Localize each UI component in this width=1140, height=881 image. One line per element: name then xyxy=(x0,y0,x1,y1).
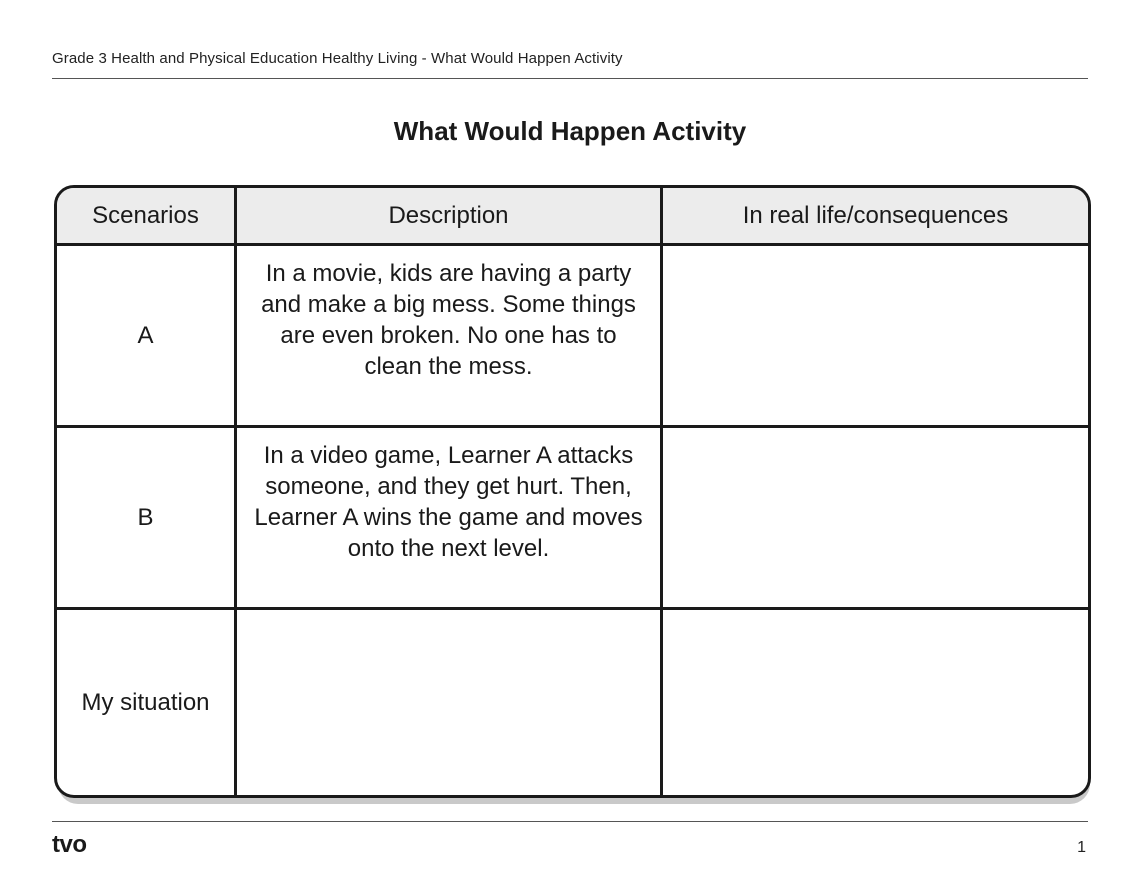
footer-divider xyxy=(52,821,1088,822)
column-header-description: Description xyxy=(237,188,663,246)
scenario-cell-b: B xyxy=(57,428,237,610)
header-divider xyxy=(52,78,1088,79)
tvo-logo: tvo xyxy=(52,831,87,858)
consequence-cell-my-situation[interactable] xyxy=(663,610,1088,795)
page-title: What Would Happen Activity xyxy=(393,116,747,146)
description-cell-my-situation[interactable] xyxy=(237,610,663,795)
description-cell-b: In a video game, Learner A attacks someone, and they get hurt. Then, Learner A wins the game and moves onto the next level. xyxy=(237,428,663,610)
consequence-cell-b[interactable] xyxy=(663,428,1088,610)
description-cell-a: In a movie, kids are having a party and make a big mess. Some things are even broken. No one has to clean the mess. xyxy=(237,246,663,428)
page-number: 1 xyxy=(1077,839,1086,856)
column-header-consequences: In real life/consequences xyxy=(663,188,1088,246)
consequence-cell-a[interactable] xyxy=(663,246,1088,428)
scenario-cell-my-situation: My situation xyxy=(57,610,237,795)
scenario-cell-a: A xyxy=(57,246,237,428)
activity-table xyxy=(54,185,1091,798)
document-header: Grade 3 Health and Physical Education Healthy Living - What Would Happen Activity xyxy=(52,50,623,67)
column-header-scenarios: Scenarios xyxy=(57,188,237,246)
